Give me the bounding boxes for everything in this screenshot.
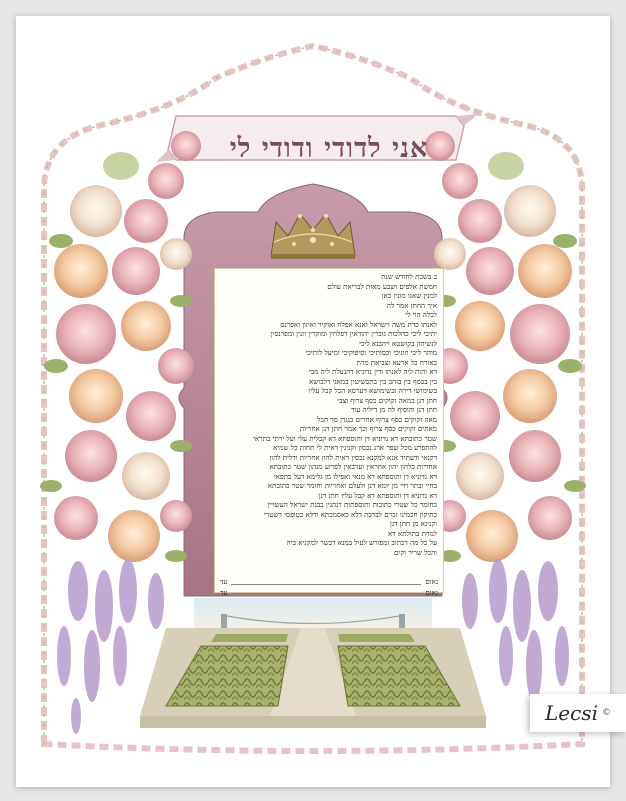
text-line: דא והות ליה לאנתו ודין נדוניא דהנעלת ליה מבי [308,367,437,376]
text-line: מאה זקוקים כסף צרוף אחרים כנגדן סך הכל [317,414,437,424]
signature-rule [231,589,421,596]
ketubah-text [215,269,443,557]
text-line: לאנתו כדת משה וישראל ואנא אפלח ואוקיר ואיזון ואפרנס [280,319,437,329]
text-line: אחריות כלהון יהון אחראין וערבאין לפרוע מנהון שטר כתובתא [269,462,437,471]
text-line: דקנאי ודעתיד אנא למקנא נכסין דאית להון אחריות ודלית להון [269,452,437,462]
witness-tag-2: עד [220,588,228,597]
text-line: בין בכסף בין בזהב בין בתכשיטין במאני דלבושא [309,376,437,386]
text-line: למנין שאנו מונין כאן [381,291,437,300]
artist-signature: Lecsi [545,701,598,725]
text-line: דא נדוניא דן ותוספתא דא קבל עליו חתן דנן [318,490,437,500]
text-line: חמשת אלפים ושבע מאות לבריאת עולם [327,281,437,291]
text-line: כחומר כל שטרי כתובות ותוספתות דנהגין בבנת ישראל העשויין [267,500,437,509]
text-line: לנשיהון בקושטא ויהבנא ליכי [359,338,437,348]
page-title: אני לדודי ודודי לי [229,132,429,164]
witness-line-2 [214,587,444,598]
text-line: מאתים זקוקים כסף צרוף וכך אמר חתן דנן אחריות [299,424,437,433]
text-line: יתיכי ליכי כהלכות גוברין יהודאין דפלחין ומוקרין וזנין ומפרנסין [270,329,437,338]
witness-line-1 [214,576,444,587]
copyright-mark: © [601,708,611,718]
text-line: מוהר ליכי וזוניכי וכסותיכי וסיפוקיכי ומיעל לותיכי [305,348,437,357]
text-line: דא נדוניא דן ותוספתא דא מנאי ואפילו מן גלימא דעל כתפאי [273,471,437,481]
text-line: על כל מה דכתוב ומפורש לעיל במנא דכשר למקניא ביה [286,538,437,547]
rose-cluster-right [425,131,586,562]
wisteria-right [462,559,569,702]
text-line: להתפרע מכל שפר ארג נכסין וקנינין דאית לי תחות כל שמיא [273,443,437,452]
text-line: למרת בתולתא דא [388,528,437,538]
text-line: וקנינא מן חתן דנן [390,519,437,528]
witness-tag-1: עד [220,577,228,586]
text-line: חתן דנן והוסיף לה מן דיליה עוד [351,405,437,414]
witness-label-2: נאום [425,588,438,597]
signature-rule [231,578,421,585]
witness-label-1: נאום [425,577,438,586]
signature-block [214,576,444,598]
text-line: בחיי ובתר חיי מן יומא דנן ולעלם ואחריות וחומר שטר כתובתא [267,481,437,490]
artist-badge [530,694,626,732]
text-line: חתן דנן במאה זקוקים כסף צרוף וצבי [337,395,437,405]
ketubah-text-panel [214,268,444,593]
garden-scene [140,598,486,728]
text-line: כאורח כל ארעא וצביאת מרת [356,357,437,367]
text-line: איך החתן אמר לה [386,300,437,310]
text-line: והכל שריר וקים [394,547,437,557]
text-line: לכלה הוי לי [405,310,437,319]
text-line: ב בשבת לחודש שנת [381,272,437,281]
text-line: כתיקון חכמינו זכרם לברכה דלא כאסמכתא ודלא כטופסי דשטרי [263,509,437,519]
text-line: בשימושי דירה ובשימושא דערסא הכל קבל עליו [308,386,437,395]
ketubah-sheet [16,16,610,787]
rose-cluster-left [40,131,201,562]
text-line: שטר כתובתא דא נדוניא דן ותוספתא דא קבלית עלי ועל ירתי בתראי [253,433,437,443]
